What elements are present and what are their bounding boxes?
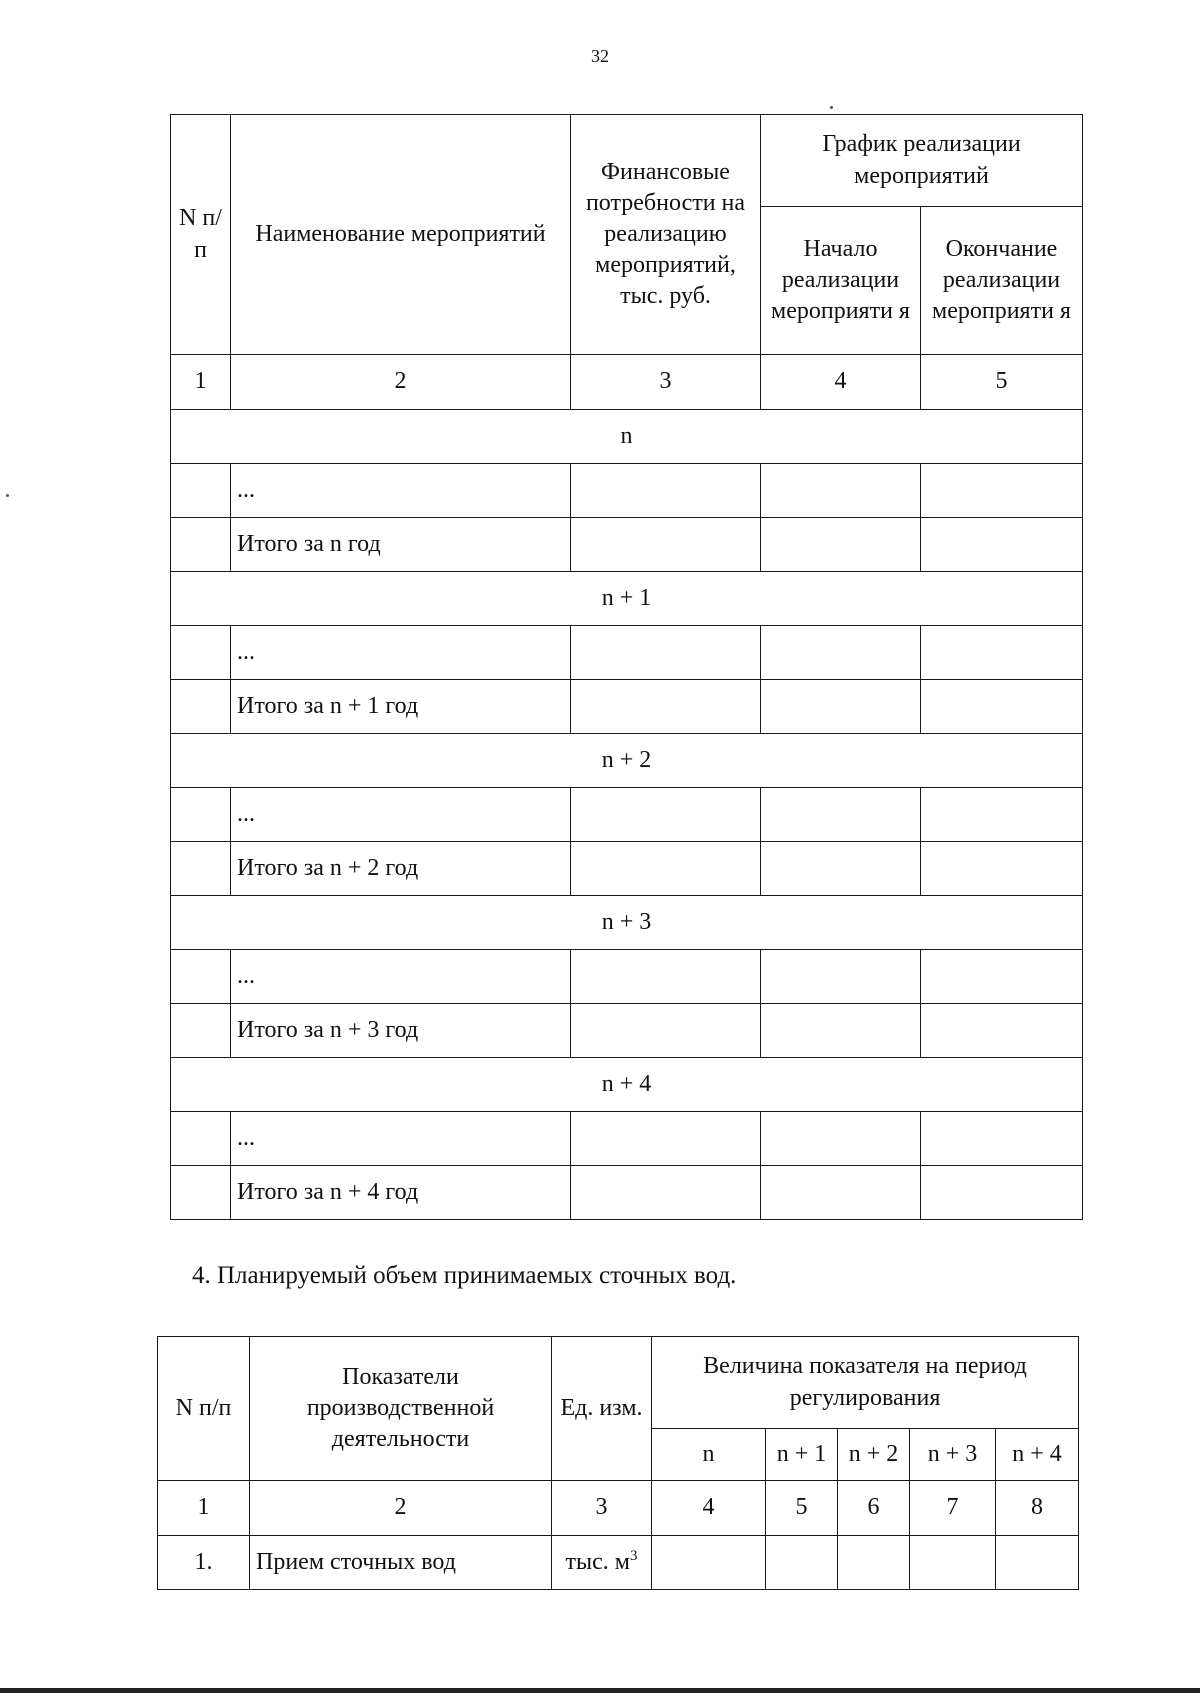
row-name: Прием сточных вод <box>250 1536 552 1590</box>
column-number: 1 <box>171 355 231 410</box>
header-year: n <box>652 1429 766 1481</box>
item-placeholder: ... <box>231 950 571 1004</box>
section-heading: 4. Планируемый объем принимаемых сточных вод. <box>192 1262 737 1289</box>
scan-speck <box>6 494 9 497</box>
table-row <box>171 788 1083 842</box>
table-row <box>171 1112 1083 1166</box>
scan-speck <box>830 106 833 109</box>
year-total-label: Итого за n + 1 год <box>231 680 571 734</box>
header-year: n + 4 <box>996 1429 1079 1481</box>
item-placeholder: ... <box>231 1112 571 1166</box>
page-number: 32 <box>591 46 609 66</box>
header-unit: Ед. изм. <box>552 1337 652 1481</box>
table-row <box>171 518 1083 572</box>
header-year: n + 2 <box>838 1429 910 1481</box>
column-number: 5 <box>921 355 1083 410</box>
column-number: 1 <box>158 1481 250 1536</box>
column-number: 7 <box>910 1481 996 1536</box>
column-number: 3 <box>571 355 761 410</box>
header-period: Величина показателя на период регулирования <box>652 1337 1079 1429</box>
item-placeholder: ... <box>231 788 571 842</box>
row-unit <box>552 1536 652 1590</box>
row-number: 1. <box>158 1536 250 1590</box>
table-row <box>171 1166 1083 1220</box>
header-end: Окончание реализации мероприяти я <box>921 207 1083 355</box>
item-placeholder: ... <box>231 626 571 680</box>
table-row <box>171 950 1083 1004</box>
column-number: 8 <box>996 1481 1079 1536</box>
column-number: 6 <box>838 1481 910 1536</box>
column-number: 4 <box>761 355 921 410</box>
unit-text: тыс. м <box>565 1548 630 1575</box>
year-total-label: Итого за n год <box>231 518 571 572</box>
year-group-label: n + 1 <box>171 572 1083 626</box>
table-row <box>171 464 1083 518</box>
bottom-rule <box>0 1688 1200 1693</box>
year-group-label: n + 2 <box>171 734 1083 788</box>
wastewater-volume-table <box>157 1336 1079 1590</box>
table-row <box>158 1536 1079 1590</box>
table-row <box>171 680 1083 734</box>
header-finance: Финансовые потребности на реализацию мероприятий, тыс. руб. <box>571 115 761 355</box>
header-schedule: График реализации мероприятий <box>761 115 1083 207</box>
table-row <box>171 842 1083 896</box>
column-numbers-row <box>171 355 1083 410</box>
year-total-label: Итого за n + 2 год <box>231 842 571 896</box>
header-start: Начало реализации мероприяти я <box>761 207 921 355</box>
year-total-label: Итого за n + 4 год <box>231 1166 571 1220</box>
year-group-label: n <box>171 410 1083 464</box>
column-number: 2 <box>231 355 571 410</box>
column-number: 5 <box>766 1481 838 1536</box>
activities-table <box>170 114 1083 1220</box>
header-num: N п/п <box>171 115 231 355</box>
column-number: 2 <box>250 1481 552 1536</box>
column-number: 3 <box>552 1481 652 1536</box>
column-number: 4 <box>652 1481 766 1536</box>
header-num: N п/п <box>158 1337 250 1481</box>
header-indicators: Показатели производственной деятельности <box>250 1337 552 1481</box>
year-total-label: Итого за n + 3 год <box>231 1004 571 1058</box>
header-year: n + 1 <box>766 1429 838 1481</box>
table-row <box>171 626 1083 680</box>
column-numbers-row <box>158 1481 1079 1536</box>
header-year: n + 3 <box>910 1429 996 1481</box>
year-group-label: n + 4 <box>171 1058 1083 1112</box>
year-group-label: n + 3 <box>171 896 1083 950</box>
item-placeholder: ... <box>231 464 571 518</box>
header-name: Наименование мероприятий <box>231 115 571 355</box>
unit-exponent: 3 <box>629 1547 638 1564</box>
table-row <box>171 1004 1083 1058</box>
